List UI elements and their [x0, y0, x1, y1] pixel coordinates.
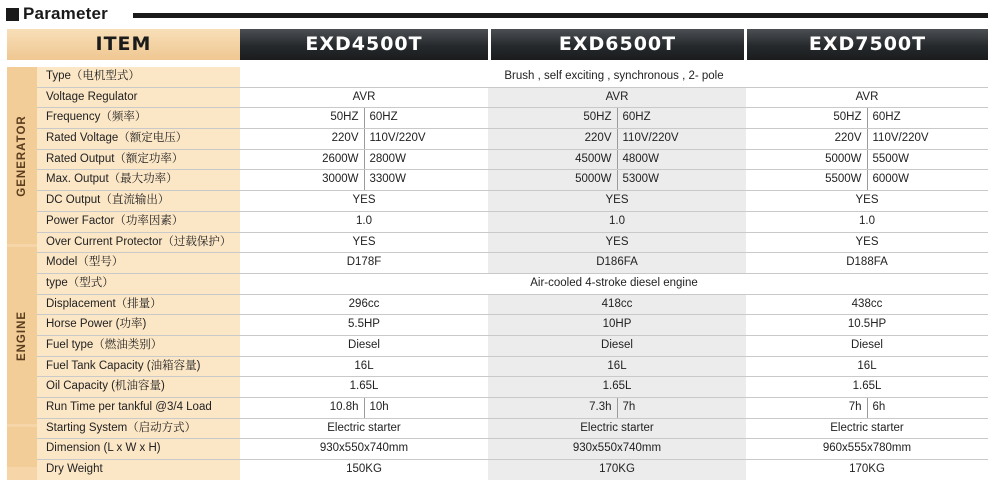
value-cell — [746, 150, 988, 170]
value-cell — [746, 129, 988, 149]
table-row — [7, 377, 988, 398]
section-title: Parameter — [23, 4, 108, 23]
value-60hz: 110V/220V — [872, 132, 929, 145]
value-cell — [488, 398, 746, 418]
row-label: Fuel type（燃油类别） — [37, 336, 240, 356]
split-values — [240, 170, 488, 190]
row-values — [240, 253, 988, 273]
row-label: Model（型号） — [37, 253, 240, 273]
value-cell-all-models: Air-cooled 4-stroke diesel engine — [530, 276, 698, 289]
row-values — [240, 191, 988, 211]
split-values — [746, 398, 988, 418]
value-cell: Diesel — [851, 338, 883, 351]
value-50hz: 50HZ — [488, 108, 618, 128]
value-50hz: 50HZ — [240, 108, 365, 128]
row-values — [240, 357, 988, 377]
split-values — [240, 129, 488, 149]
value-50hz: 2600W — [240, 150, 365, 170]
row-label: Starting System（启动方式） — [37, 419, 240, 439]
value-50hz: 220V — [240, 129, 365, 149]
value-cell: Electric starter — [830, 421, 904, 434]
row-label: Rated Output（额定功率） — [37, 150, 240, 170]
row-values — [240, 377, 988, 397]
value-60hz: 60HZ — [369, 111, 398, 124]
section-header — [6, 4, 988, 26]
value-cell: Diesel — [488, 336, 746, 356]
value-60hz: 110V/220V — [369, 132, 426, 145]
value-cell: YES — [352, 235, 376, 248]
value-60hz: 110V/220V — [622, 132, 679, 145]
value-cell: YES — [488, 191, 746, 211]
engine-section-label: ENGINE — [7, 247, 37, 424]
value-50hz: 7h — [746, 398, 868, 418]
value-cell: 438cc — [851, 297, 883, 310]
row-label: Displacement（排量） — [37, 295, 240, 315]
split-values — [488, 398, 746, 418]
value-cell — [240, 170, 488, 190]
table-row — [7, 253, 988, 274]
row-label: Horse Power (功率) — [37, 315, 240, 335]
value-cell — [746, 108, 988, 128]
value-cell: 10.5HP — [847, 318, 887, 331]
table-row — [7, 150, 988, 171]
row-values — [240, 170, 988, 190]
row-label: Fuel Tank Capacity (油箱容量) — [37, 357, 240, 377]
value-cell: 418cc — [488, 295, 746, 315]
table-row — [7, 170, 988, 191]
value-60hz: 3300W — [369, 173, 406, 186]
row-values — [240, 439, 988, 459]
value-cell: YES — [488, 233, 746, 253]
table-row — [7, 460, 988, 480]
split-values — [240, 150, 488, 170]
header-rule — [133, 13, 988, 18]
row-label: Dimension (L x W x H) — [37, 439, 240, 459]
value-cell: 296cc — [348, 297, 380, 310]
table-row — [7, 336, 988, 357]
value-60hz: 4800W — [622, 152, 659, 165]
row-values — [240, 212, 988, 232]
value-50hz: 5000W — [746, 150, 868, 170]
row-values — [240, 460, 988, 480]
value-50hz: 50HZ — [746, 108, 868, 128]
value-60hz: 5500W — [872, 152, 909, 165]
parameter-table — [7, 67, 988, 480]
value-cell: 150KG — [346, 463, 382, 476]
item-column-header: ITEM — [7, 29, 240, 60]
model-header-exd7500t: EXD7500T — [747, 29, 988, 60]
value-cell: YES — [855, 194, 879, 207]
value-cell: Diesel — [348, 338, 380, 351]
split-values — [488, 108, 746, 128]
value-50hz: 220V — [488, 129, 618, 149]
row-values — [240, 150, 988, 170]
value-cell: D186FA — [488, 253, 746, 273]
value-cell — [488, 170, 746, 190]
value-cell: AVR — [488, 88, 746, 108]
row-label: Power Factor（功率因素） — [37, 212, 240, 232]
value-cell: AVR — [352, 90, 376, 103]
value-cell: 1.65L — [852, 380, 882, 393]
value-cell: 930x550x740mm — [488, 439, 746, 459]
table-row — [7, 315, 988, 336]
misc-section-label — [7, 427, 37, 467]
row-label: Over Current Protector（过载保护） — [37, 233, 240, 253]
value-50hz: 5500W — [746, 170, 868, 190]
row-values — [240, 88, 988, 108]
value-cell: 5.5HP — [348, 318, 380, 331]
generator-section-label: GENERATOR — [7, 67, 37, 244]
split-values — [746, 150, 988, 170]
split-values — [240, 108, 488, 128]
value-60hz: 6h — [872, 401, 886, 413]
row-label: Type（电机型式） — [37, 67, 240, 87]
value-cell: 16L — [857, 359, 877, 372]
model-header-exd6500t: EXD6500T — [491, 29, 744, 60]
table-row — [7, 108, 988, 129]
value-cell: 16L — [488, 357, 746, 377]
value-50hz: 3000W — [240, 170, 365, 190]
table-row — [7, 67, 988, 88]
value-cell: 960x555x780mm — [822, 442, 912, 455]
value-60hz: 6000W — [872, 173, 909, 186]
value-cell — [240, 398, 488, 418]
value-50hz: 5000W — [488, 170, 618, 190]
row-values — [240, 315, 988, 335]
row-label: Voltage Regulator — [37, 88, 240, 108]
value-60hz: 2800W — [369, 152, 406, 165]
model-header-exd4500t: EXD4500T — [240, 29, 488, 60]
value-cell — [488, 108, 746, 128]
row-label: Oil Capacity (机油容量) — [37, 377, 240, 397]
value-60hz: 5300W — [622, 173, 659, 186]
split-values — [746, 129, 988, 149]
value-cell: D188FA — [846, 256, 888, 269]
table-row — [7, 88, 988, 109]
row-label: type（型式） — [37, 274, 240, 294]
table-row — [7, 439, 988, 460]
row-values — [240, 419, 988, 439]
value-cell: 930x550x740mm — [319, 442, 409, 455]
row-values — [240, 67, 988, 87]
table-row — [7, 295, 988, 316]
table-row — [7, 419, 988, 440]
row-label: Frequency（频率） — [37, 108, 240, 128]
value-cell: 1.65L — [488, 377, 746, 397]
value-cell: 1.0 — [356, 214, 372, 227]
value-cell: 10HP — [488, 315, 746, 335]
value-cell: Electric starter — [488, 419, 746, 439]
value-cell: 1.0 — [488, 212, 746, 232]
value-50hz: 4500W — [488, 150, 618, 170]
value-cell: 1.65L — [349, 380, 379, 393]
split-values — [488, 170, 746, 190]
table-row — [7, 212, 988, 233]
table-row — [7, 191, 988, 212]
value-cell — [240, 150, 488, 170]
value-cell: YES — [855, 235, 879, 248]
value-cell — [746, 170, 988, 190]
row-values — [240, 398, 988, 418]
value-cell — [488, 129, 746, 149]
split-values — [488, 129, 746, 149]
value-cell: 16L — [354, 359, 374, 372]
row-label: DC Output（直流输出） — [37, 191, 240, 211]
row-label: Max. Output（最大功率） — [37, 170, 240, 190]
row-values — [240, 274, 988, 294]
value-60hz: 10h — [369, 401, 389, 413]
value-50hz: 10.8h — [240, 398, 365, 418]
row-values — [240, 295, 988, 315]
value-cell: D178F — [346, 256, 382, 269]
table-row — [7, 129, 988, 150]
value-cell: 170KG — [849, 463, 885, 476]
row-values — [240, 336, 988, 356]
row-label: Rated Voltage（额定电压） — [37, 129, 240, 149]
value-cell — [240, 129, 488, 149]
value-cell: AVR — [855, 90, 879, 103]
row-label: Run Time per tankful @3/4 Load — [37, 398, 240, 418]
value-cell: 1.0 — [859, 214, 875, 227]
value-cell — [746, 398, 988, 418]
value-cell: YES — [352, 194, 376, 207]
row-values — [240, 108, 988, 128]
value-50hz: 220V — [746, 129, 868, 149]
value-cell: 170KG — [488, 460, 746, 480]
table-row — [7, 274, 988, 295]
value-cell: Electric starter — [327, 421, 401, 434]
table-row — [7, 357, 988, 378]
split-values — [746, 108, 988, 128]
value-60hz: 7h — [622, 401, 636, 413]
value-60hz: 60HZ — [622, 111, 651, 124]
value-60hz: 60HZ — [872, 111, 901, 124]
value-cell — [240, 108, 488, 128]
value-50hz: 7.3h — [488, 398, 618, 418]
value-cell-all-models: Brush , self exciting , synchronous , 2- pole — [504, 70, 724, 82]
table-row — [7, 398, 988, 419]
table-row — [7, 233, 988, 254]
row-values — [240, 233, 988, 253]
square-bullet-icon — [6, 8, 19, 21]
split-values — [240, 398, 488, 418]
split-values — [746, 170, 988, 190]
split-values — [488, 150, 746, 170]
row-values — [240, 129, 988, 149]
value-cell — [488, 150, 746, 170]
row-label: Dry Weight — [37, 460, 240, 480]
